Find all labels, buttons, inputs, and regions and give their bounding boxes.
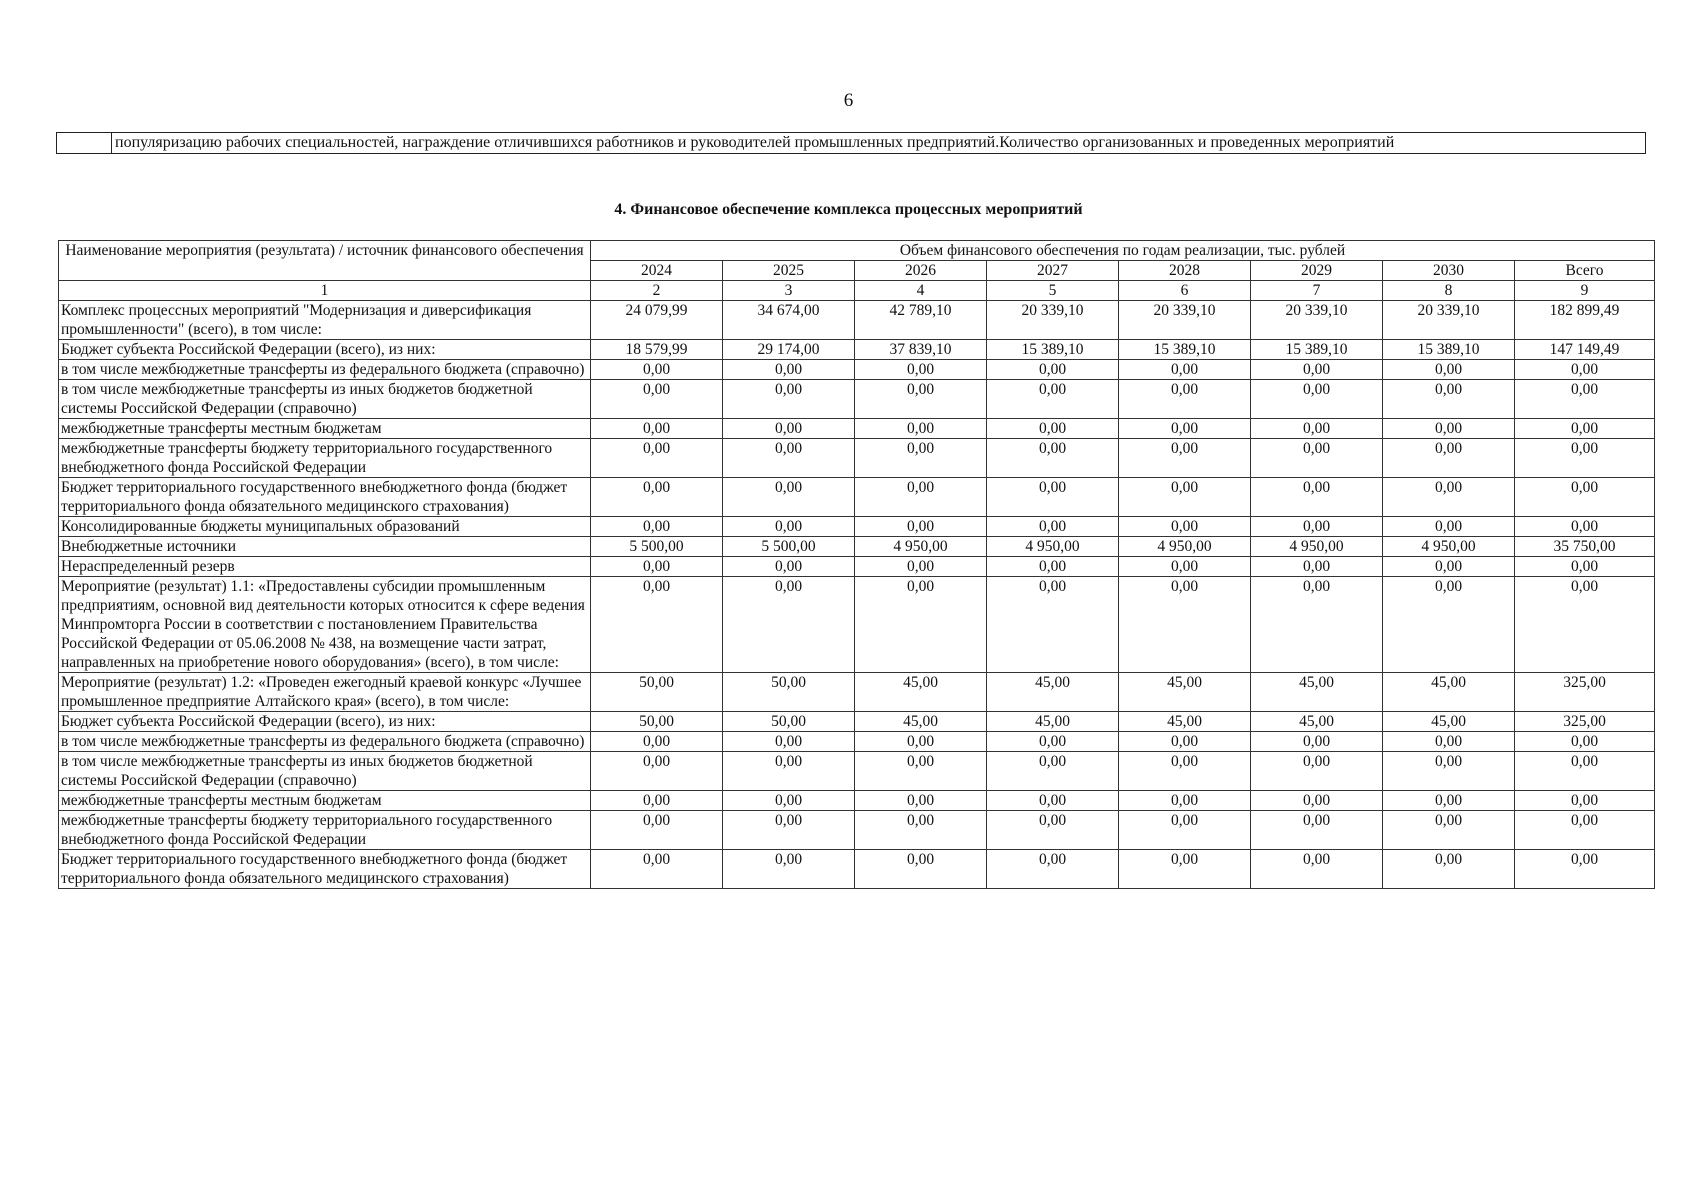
year-value-cell: 4 950,00 <box>855 537 987 557</box>
year-value-cell: 50,00 <box>723 673 855 712</box>
year-value-cell: 0,00 <box>591 478 723 517</box>
year-value-cell: 0,00 <box>987 380 1119 419</box>
year-value-cell: 0,00 <box>987 557 1119 577</box>
table-row <box>59 577 1655 673</box>
year-value-cell: 0,00 <box>1119 752 1251 791</box>
table-row <box>59 752 1655 791</box>
column-number-cell: 2 <box>591 281 723 301</box>
year-value-cell: 4 950,00 <box>987 537 1119 557</box>
financing-table <box>58 240 1655 889</box>
year-value-cell: 24 079,99 <box>591 301 723 340</box>
total-value-cell: 147 149,49 <box>1515 340 1655 360</box>
continued-table-row <box>56 132 1646 154</box>
year-value-cell: 0,00 <box>591 439 723 478</box>
total-value-cell: 0,00 <box>1515 557 1655 577</box>
table-row <box>59 850 1655 889</box>
year-value-cell: 0,00 <box>1119 577 1251 673</box>
year-value-cell: 15 389,10 <box>1251 340 1383 360</box>
row-name-cell: Внебюджетные источники <box>59 537 591 557</box>
continued-row-text: популяризацию рабочих специальностей, награждение отличившихся работников и руководителей промышленных предприятий.Количество организованных и проведенных мероприятий <box>115 134 1395 151</box>
year-value-cell: 50,00 <box>591 673 723 712</box>
year-value-cell: 0,00 <box>1119 557 1251 577</box>
year-header-cell: 2029 <box>1251 261 1383 281</box>
row-name-cell: Бюджет субъекта Российской Федерации (всего), из них: <box>59 712 591 732</box>
year-value-cell: 20 339,10 <box>987 301 1119 340</box>
year-header-cell: 2025 <box>723 261 855 281</box>
year-value-cell: 0,00 <box>1251 850 1383 889</box>
year-value-cell: 0,00 <box>987 517 1119 537</box>
table-row <box>59 673 1655 712</box>
year-header-cell: 2028 <box>1119 261 1251 281</box>
year-value-cell: 18 579,99 <box>591 340 723 360</box>
table-row <box>59 557 1655 577</box>
column-number-cell: 8 <box>1383 281 1515 301</box>
year-value-cell: 0,00 <box>1119 360 1251 380</box>
year-value-cell: 0,00 <box>723 577 855 673</box>
year-value-cell: 0,00 <box>1383 557 1515 577</box>
total-value-cell: 0,00 <box>1515 732 1655 752</box>
row-name-cell: в том числе межбюджетные трансферты из иных бюджетов бюджетной системы Российской Федерации (справочно) <box>59 752 591 791</box>
year-value-cell: 0,00 <box>1383 478 1515 517</box>
column-number-cell: 1 <box>59 281 591 301</box>
year-header-cell: 2030 <box>1383 261 1515 281</box>
year-value-cell: 45,00 <box>1251 712 1383 732</box>
year-value-cell: 0,00 <box>855 380 987 419</box>
year-value-cell: 0,00 <box>591 557 723 577</box>
year-value-cell: 0,00 <box>987 811 1119 850</box>
total-value-cell: 0,00 <box>1515 791 1655 811</box>
total-header-cell: Всего <box>1515 261 1655 281</box>
table-row <box>59 517 1655 537</box>
year-value-cell: 0,00 <box>1119 419 1251 439</box>
year-value-cell: 0,00 <box>723 439 855 478</box>
year-value-cell: 0,00 <box>855 557 987 577</box>
year-value-cell: 0,00 <box>591 752 723 791</box>
year-value-cell: 29 174,00 <box>723 340 855 360</box>
column-number-cell: 3 <box>723 281 855 301</box>
year-value-cell: 45,00 <box>855 673 987 712</box>
year-value-cell: 0,00 <box>987 360 1119 380</box>
year-value-cell: 0,00 <box>987 732 1119 752</box>
year-value-cell: 0,00 <box>591 811 723 850</box>
column-number-cell: 7 <box>1251 281 1383 301</box>
year-value-cell: 0,00 <box>1383 419 1515 439</box>
year-value-cell: 0,00 <box>723 380 855 419</box>
year-value-cell: 15 389,10 <box>987 340 1119 360</box>
row-name-cell: межбюджетные трансферты бюджету территориального государственного внебюджетного фонда Российской Федерации <box>59 439 591 478</box>
year-value-cell: 0,00 <box>1251 517 1383 537</box>
row-name-cell: в том числе межбюджетные трансферты из федерального бюджета (справочно) <box>59 732 591 752</box>
year-value-cell: 0,00 <box>855 517 987 537</box>
year-value-cell: 0,00 <box>1251 811 1383 850</box>
year-value-cell: 0,00 <box>1251 791 1383 811</box>
total-value-cell: 35 750,00 <box>1515 537 1655 557</box>
table-row <box>59 301 1655 340</box>
row-name-cell: Консолидированные бюджеты муниципальных образований <box>59 517 591 537</box>
year-value-cell: 5 500,00 <box>723 537 855 557</box>
row-name-cell: в том числе межбюджетные трансферты из иных бюджетов бюджетной системы Российской Федерации (справочно) <box>59 380 591 419</box>
total-value-cell: 0,00 <box>1515 517 1655 537</box>
page-number: 6 <box>843 90 854 111</box>
year-value-cell: 37 839,10 <box>855 340 987 360</box>
year-value-cell: 0,00 <box>855 360 987 380</box>
year-value-cell: 0,00 <box>1251 439 1383 478</box>
year-value-cell: 45,00 <box>855 712 987 732</box>
year-value-cell: 0,00 <box>591 360 723 380</box>
table-row <box>59 478 1655 517</box>
year-value-cell: 45,00 <box>1251 673 1383 712</box>
year-value-cell: 0,00 <box>723 360 855 380</box>
year-value-cell: 0,00 <box>987 850 1119 889</box>
year-value-cell: 4 950,00 <box>1251 537 1383 557</box>
year-value-cell: 0,00 <box>591 419 723 439</box>
year-header-cell: 2024 <box>591 261 723 281</box>
year-value-cell: 50,00 <box>591 712 723 732</box>
year-value-cell: 0,00 <box>1383 517 1515 537</box>
year-value-cell: 15 389,10 <box>1119 340 1251 360</box>
year-value-cell: 0,00 <box>723 850 855 889</box>
header-name-cell: Наименование мероприятия (результата) / источник финансового обеспечения <box>59 241 591 281</box>
year-value-cell: 15 389,10 <box>1383 340 1515 360</box>
header-volume-cell: Объем финансового обеспечения по годам реализации, тыс. рублей <box>591 241 1655 261</box>
year-value-cell: 0,00 <box>591 577 723 673</box>
year-value-cell: 0,00 <box>1251 752 1383 791</box>
table-row <box>59 712 1655 732</box>
year-value-cell: 45,00 <box>1119 673 1251 712</box>
year-value-cell: 0,00 <box>1119 380 1251 419</box>
year-value-cell: 0,00 <box>855 791 987 811</box>
year-value-cell: 0,00 <box>855 419 987 439</box>
year-value-cell: 0,00 <box>1119 811 1251 850</box>
year-value-cell: 0,00 <box>1251 419 1383 439</box>
year-value-cell: 0,00 <box>1119 478 1251 517</box>
row-name-cell: Мероприятие (результат) 1.2: «Проведен ежегодный краевой конкурс «Лучшее промышленное предприятие Алтайского края» (всего), в том числе: <box>59 673 591 712</box>
total-value-cell: 0,00 <box>1515 478 1655 517</box>
year-value-cell: 0,00 <box>723 732 855 752</box>
total-value-cell: 325,00 <box>1515 673 1655 712</box>
total-value-cell: 182 899,49 <box>1515 301 1655 340</box>
year-value-cell: 0,00 <box>591 517 723 537</box>
total-value-cell: 0,00 <box>1515 439 1655 478</box>
row-name-cell: межбюджетные трансферты местным бюджетам <box>59 419 591 439</box>
year-value-cell: 0,00 <box>1383 439 1515 478</box>
year-header-cell: 2026 <box>855 261 987 281</box>
year-value-cell: 20 339,10 <box>1119 301 1251 340</box>
year-value-cell: 20 339,10 <box>1383 301 1515 340</box>
year-value-cell: 45,00 <box>987 712 1119 732</box>
year-value-cell: 0,00 <box>723 752 855 791</box>
year-value-cell: 0,00 <box>723 517 855 537</box>
table-row <box>59 360 1655 380</box>
year-value-cell: 0,00 <box>1383 360 1515 380</box>
year-value-cell: 4 950,00 <box>1119 537 1251 557</box>
column-number-cell: 9 <box>1515 281 1655 301</box>
year-value-cell: 0,00 <box>1119 732 1251 752</box>
table-row <box>59 537 1655 557</box>
row-name-cell: Бюджет территориального государственного внебюджетного фонда (бюджет территориального фонда обязательного медицинского страхования) <box>59 478 591 517</box>
year-value-cell: 45,00 <box>1119 712 1251 732</box>
year-value-cell: 0,00 <box>723 557 855 577</box>
year-value-cell: 5 500,00 <box>591 537 723 557</box>
total-value-cell: 325,00 <box>1515 712 1655 732</box>
year-value-cell: 0,00 <box>591 380 723 419</box>
total-value-cell: 0,00 <box>1515 850 1655 889</box>
row-name-cell: в том числе межбюджетные трансферты из федерального бюджета (справочно) <box>59 360 591 380</box>
year-value-cell: 0,00 <box>855 850 987 889</box>
table-row <box>59 732 1655 752</box>
row-name-cell: Мероприятие (результат) 1.1: «Предоставлены субсидии промышленным предприятиям, основной вид деятельности которых относится к сфере ведения Минпромторга России в соответствии с постановлением Правительства Российской Федерации от 05.06.2008 № 438, на возмещение части затрат, направленных на приобретение нового оборудования» (всего), в том числе: <box>59 577 591 673</box>
year-value-cell: 0,00 <box>1383 791 1515 811</box>
year-value-cell: 0,00 <box>1119 791 1251 811</box>
year-value-cell: 0,00 <box>1119 517 1251 537</box>
year-value-cell: 0,00 <box>1251 478 1383 517</box>
column-number-row <box>59 281 1655 301</box>
empty-cell <box>57 133 112 153</box>
year-value-cell: 0,00 <box>855 811 987 850</box>
year-value-cell: 45,00 <box>1383 673 1515 712</box>
year-value-cell: 0,00 <box>855 752 987 791</box>
year-value-cell: 20 339,10 <box>1251 301 1383 340</box>
column-number-cell: 6 <box>1119 281 1251 301</box>
year-value-cell: 0,00 <box>723 811 855 850</box>
year-value-cell: 45,00 <box>1383 712 1515 732</box>
year-value-cell: 0,00 <box>723 791 855 811</box>
row-name-cell: Комплекс процессных мероприятий "Модернизация и диверсификация промышленности" (всего), в том числе: <box>59 301 591 340</box>
total-value-cell: 0,00 <box>1515 419 1655 439</box>
year-value-cell: 34 674,00 <box>723 301 855 340</box>
year-value-cell: 0,00 <box>987 752 1119 791</box>
column-number-cell: 5 <box>987 281 1119 301</box>
total-value-cell: 0,00 <box>1515 360 1655 380</box>
year-value-cell: 0,00 <box>987 419 1119 439</box>
section-title: 4. Финансовое обеспечение комплекса процессных мероприятий <box>614 201 1083 218</box>
year-header-cell: 2027 <box>987 261 1119 281</box>
year-value-cell: 0,00 <box>987 478 1119 517</box>
row-name-cell: межбюджетные трансферты бюджету территориального государственного внебюджетного фонда Российской Федерации <box>59 811 591 850</box>
year-value-cell: 0,00 <box>1251 577 1383 673</box>
table-row <box>59 439 1655 478</box>
year-value-cell: 0,00 <box>1251 557 1383 577</box>
column-number-cell: 4 <box>855 281 987 301</box>
year-value-cell: 0,00 <box>855 732 987 752</box>
year-value-cell: 0,00 <box>723 478 855 517</box>
year-value-cell: 0,00 <box>855 478 987 517</box>
year-value-cell: 0,00 <box>591 732 723 752</box>
year-value-cell: 0,00 <box>1383 811 1515 850</box>
year-value-cell: 0,00 <box>987 439 1119 478</box>
year-value-cell: 0,00 <box>1119 439 1251 478</box>
year-value-cell: 4 950,00 <box>1383 537 1515 557</box>
row-name-cell: межбюджетные трансферты местным бюджетам <box>59 791 591 811</box>
row-name-cell: Бюджет субъекта Российской Федерации (всего), из них: <box>59 340 591 360</box>
header-row <box>59 241 1655 261</box>
total-value-cell: 0,00 <box>1515 380 1655 419</box>
year-value-cell: 0,00 <box>987 791 1119 811</box>
year-value-cell: 42 789,10 <box>855 301 987 340</box>
year-value-cell: 0,00 <box>1383 380 1515 419</box>
table-row <box>59 419 1655 439</box>
year-value-cell: 0,00 <box>1251 360 1383 380</box>
table-row <box>59 380 1655 419</box>
year-value-cell: 0,00 <box>1251 380 1383 419</box>
table-row <box>59 791 1655 811</box>
year-value-cell: 0,00 <box>987 577 1119 673</box>
year-value-cell: 0,00 <box>723 419 855 439</box>
year-value-cell: 0,00 <box>1251 732 1383 752</box>
year-value-cell: 0,00 <box>1383 732 1515 752</box>
total-value-cell: 0,00 <box>1515 811 1655 850</box>
year-value-cell: 0,00 <box>1383 752 1515 791</box>
year-value-cell: 0,00 <box>1119 850 1251 889</box>
year-value-cell: 45,00 <box>987 673 1119 712</box>
table-body <box>59 301 1655 889</box>
row-name-cell: Бюджет территориального государственного внебюджетного фонда (бюджет территориального фонда обязательного медицинского страхования) <box>59 850 591 889</box>
year-value-cell: 0,00 <box>591 791 723 811</box>
year-value-cell: 50,00 <box>723 712 855 732</box>
year-value-cell: 0,00 <box>1383 850 1515 889</box>
row-name-cell: Нераспределенный резерв <box>59 557 591 577</box>
total-value-cell: 0,00 <box>1515 577 1655 673</box>
total-value-cell: 0,00 <box>1515 752 1655 791</box>
table-row <box>59 811 1655 850</box>
year-value-cell: 0,00 <box>1383 577 1515 673</box>
table-row <box>59 340 1655 360</box>
year-value-cell: 0,00 <box>855 439 987 478</box>
year-value-cell: 0,00 <box>855 577 987 673</box>
year-value-cell: 0,00 <box>591 850 723 889</box>
